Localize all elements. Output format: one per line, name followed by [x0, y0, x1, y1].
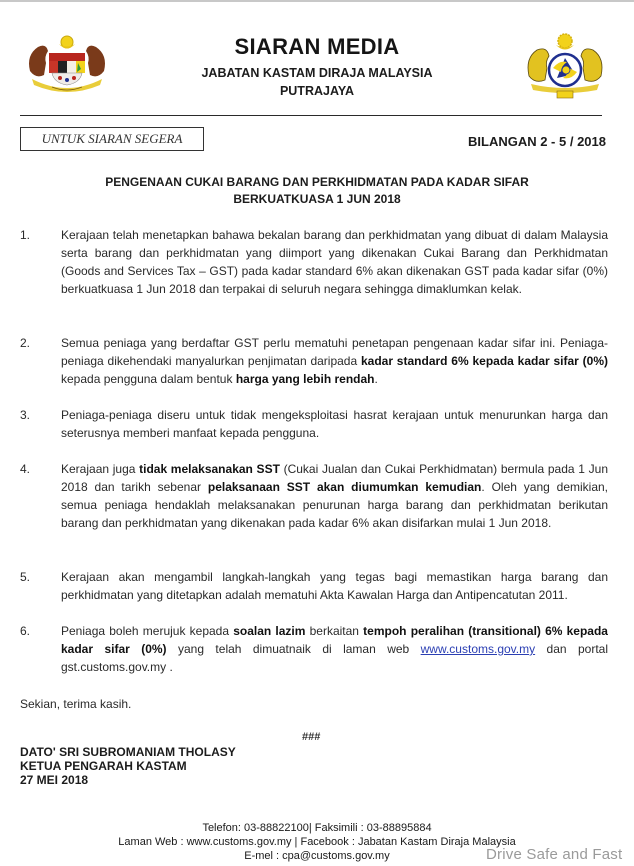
signatory-name: DATO' SRI SUBROMANIAM THOLASY	[20, 745, 236, 759]
text-run: dan portal gst.customs.gov.my .	[61, 641, 608, 674]
paragraph-text	[61, 623, 608, 677]
header-divider	[20, 115, 602, 116]
document-title: PENGENAAN CUKAI BARANG DAN PERKHIDMATAN PADA KADAR SIFAR	[105, 175, 529, 189]
bold-emphasis: pelaksanaan SST akan diumumkan kemudian	[207, 479, 482, 494]
bold-emphasis: soalan lazim	[233, 624, 306, 638]
paragraph-number: 2.	[20, 336, 31, 350]
release-label: UNTUK SIARAN SEGERA	[20, 127, 204, 151]
customs-website-link[interactable]: www.customs.gov.my	[420, 641, 536, 656]
closing-text: Sekian, terima kasih.	[20, 697, 132, 711]
text-run: .	[374, 371, 378, 386]
signatory-position: KETUA PENGARAH KASTAM	[20, 759, 187, 773]
paragraph-number: 6.	[20, 624, 31, 638]
text-run: Kerajaan juga	[61, 462, 140, 476]
text-run: (Cukai Jualan dan Cukai Perkhidmatan) bermula pada 1 Jun 2018 dan tarikh sebenar	[61, 462, 608, 494]
bold-emphasis: kadar standard 6% kepada kadar sifar (0%)	[360, 353, 608, 368]
paragraph-number: 5.	[20, 570, 31, 584]
bold-emphasis: tempoh peralihan (transitional) 6% kepada kadar sifar (0%)	[61, 624, 608, 656]
text-run: Kerajaan telah menetapkan bahawa bekalan barang dan perkhidmatan yang dibuat di dalam Malaysia serta barang dan perkhidmatan yang diimport yang dikenakan Cukai Barang dan Perkhidmatan (Goods and Services Tax – GST) pada kadar standard 6% akan dikenakan GST pada kadar sifar (0%) berkuatkuasa 1 Jun 2018 dan terpakai di seluruh negara sehingga dimaklumkan kelak.	[61, 228, 608, 296]
footer-contact-phone: Telefon: 03-88822100| Faksimili : 03-88895884	[202, 822, 432, 834]
paragraph-3	[20, 407, 608, 443]
reference-number: BILANGAN 2 - 5 / 2018	[468, 134, 606, 149]
bold-emphasis: harga yang lebih rendah	[235, 371, 375, 386]
text-run: Peniaga boleh merujuk kepada	[61, 624, 234, 638]
watermark: Drive Safe and Fast	[486, 846, 623, 863]
release-date: 27 MEI 2018	[20, 773, 89, 787]
page-title: SIARAN MEDIA	[234, 34, 400, 59]
paragraph-text	[61, 461, 608, 533]
paragraph-1	[20, 227, 608, 299]
text-run: yang telah dimuatnaik di laman web	[166, 641, 421, 656]
text-run: Kerajaan akan mengambil langkah-langkah yang tegas bagi memastikan harga barang dan perkhidmatan yang ditetapkan adalah mematuhi Akta Kawalan Harga dan Antipencatutan 2011.	[61, 570, 608, 602]
bold-emphasis: tidak melaksanakan SST	[139, 462, 280, 476]
paragraph-4	[20, 461, 608, 533]
text-run: berkaitan	[305, 624, 364, 638]
paragraph-text	[61, 407, 608, 443]
paragraph-2	[20, 335, 608, 389]
text-run: kepada pengguna dalam bentuk	[61, 371, 236, 386]
footer-email: E-mel : cpa@customs.gov.my	[244, 850, 390, 862]
paragraph-number: 3.	[20, 408, 31, 422]
text-run: Semua peniaga yang berdaftar GST perlu mematuhi penetapan pengenaan kadar sifar ini. Peniaga-peniaga dikehendaki manyalurkan penjimatan daripada	[61, 336, 608, 368]
end-marker: ###	[302, 731, 321, 743]
text-run: Peniaga-peniaga diseru untuk tidak mengeksploitasi hasrat kerajaan untuk menurunkan harga dan seterusnya memberi manfaat kepada pengguna.	[61, 408, 608, 440]
document-subtitle: BERKUATKUASA 1 JUN 2018	[233, 192, 401, 206]
paragraph-number: 1.	[20, 228, 31, 242]
paragraph-number: 4.	[20, 462, 31, 476]
footer-web-facebook: Laman Web : www.customs.gov.my | Facebook : Jabatan Kastam Diraja Malaysia	[118, 836, 516, 848]
paragraph-text	[61, 569, 608, 605]
paragraph-6	[20, 623, 608, 677]
top-edge-bar	[0, 0, 634, 2]
customs-crest-icon	[521, 32, 609, 100]
city-name: PUTRAJAYA	[279, 84, 355, 98]
text-run: . Oleh yang demikian, semua peniaga hendaklah melaksanakan penurunan harga barang dan perkhidmatan berikutan barang dan perkhidmatan yang dikenakan pada kadar 6% akan disifarkan mulai 1 Jun 2018.	[61, 479, 609, 530]
paragraph-5	[20, 569, 608, 605]
department-name: JABATAN KASTAM DIRAJA MALAYSIA	[201, 66, 433, 80]
paragraph-text	[61, 227, 608, 299]
paragraph-text	[61, 335, 608, 389]
